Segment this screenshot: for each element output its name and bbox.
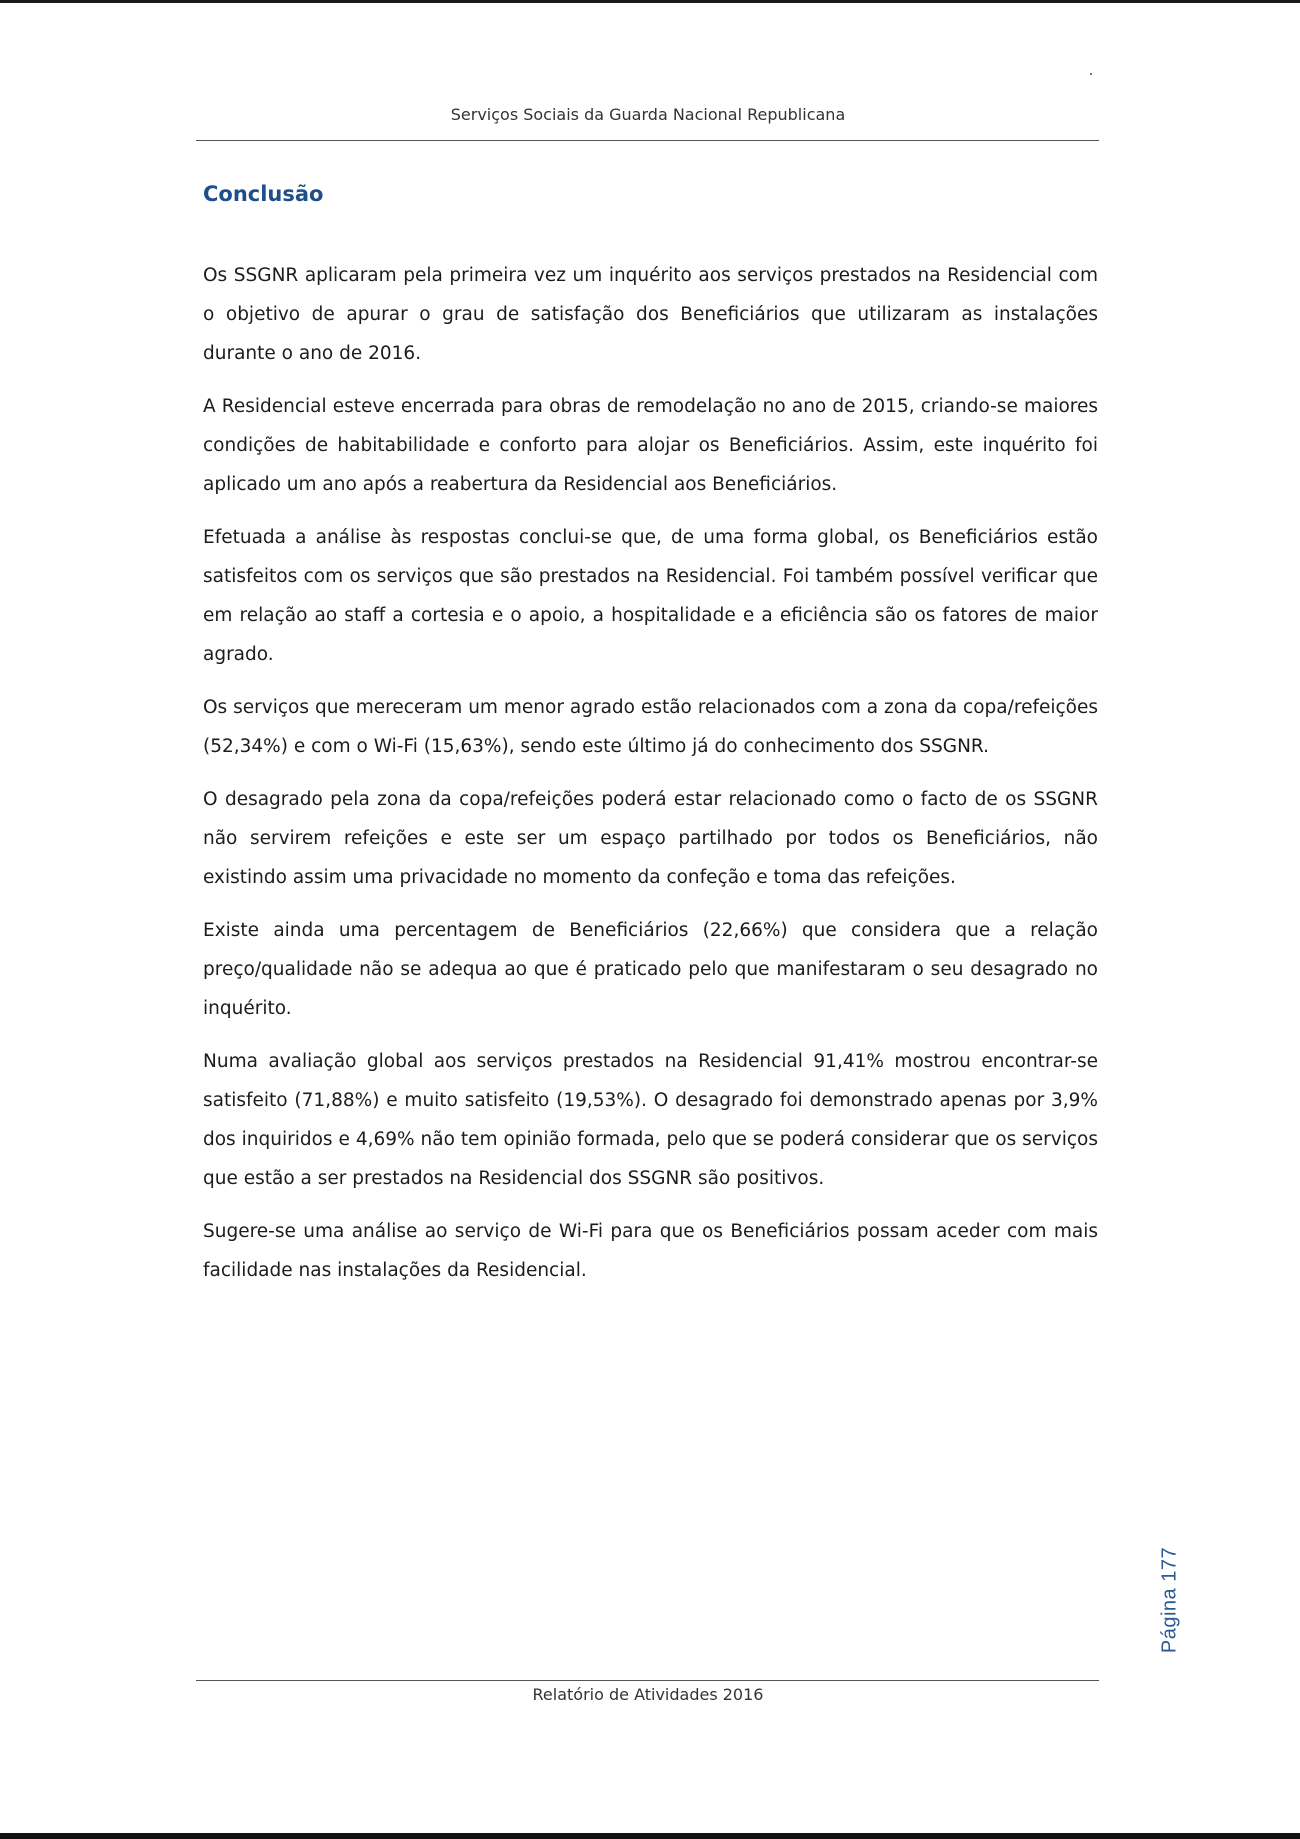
section-title: Conclusão <box>203 182 324 206</box>
page-bottom-edge <box>0 1833 1300 1839</box>
header-rule <box>196 140 1099 141</box>
page-number-label: Página 177 <box>1158 1546 1181 1654</box>
paragraph-2: A Residencial esteve encerrada para obras de remodelação no ano de 2015, criando-se maiores condições de habitabilidade e conforto para alojar os Beneficiários. Assim, este inquérito foi aplicado um ano após a reabertura da Residencial aos Beneficiários. <box>203 396 1098 495</box>
paragraph-5: O desagrado pela zona da copa/refeições poderá estar relacionado como o facto de os SSGNR não servirem refeições e este ser um espaço partilhado por todos os Beneficiários, não existindo assim uma privacidade no momento da confeção e toma das refeições. <box>203 789 1098 888</box>
page-top-edge <box>0 0 1300 3</box>
paragraph-8: Sugere-se uma análise ao serviço de Wi-Fi para que os Beneficiários possam aceder com mais facilidade nas instalações da Residencial. <box>203 1221 1098 1281</box>
paragraph-7: Numa avaliação global aos serviços prestados na Residencial 91,41% mostrou encontrar-se satisfeito (71,88%) e muito satisfeito (19,53%). O desagrado foi demonstrado apenas por 3,9% dos inquiridos e 4,69% não tem opinião formada, pelo que se poderá considerar que os serviços que estão a ser prestados na Residencial dos SSGNR são positivos. <box>203 1051 1098 1189</box>
body-text <box>203 256 1098 1304</box>
paragraph-6: Existe ainda uma percentagem de Beneficiários (22,66%) que considera que a relação preço/qualidade não se adequa ao que é praticado pelo que manifestaram o seu desagrado no inquérito. <box>203 920 1098 1019</box>
paragraph-1: Os SSGNR aplicaram pela primeira vez um inquérito aos serviços prestados na Residencial com o objetivo de apurar o grau de satisfação dos Beneficiários que utilizaram as instalações durante o ano de 2016. <box>203 265 1098 364</box>
running-header: Serviços Sociais da Guarda Nacional Republicana <box>450 105 846 124</box>
footer-rule <box>196 1680 1099 1681</box>
scan-speck <box>1090 73 1092 75</box>
running-footer: Relatório de Atividades 2016 <box>532 1685 764 1704</box>
paragraph-4: Os serviços que mereceram um menor agrado estão relacionados com a zona da copa/refeições (52,34%) e com o Wi-Fi (15,63%), sendo este último já do conhecimento dos SSGNR. <box>203 697 1098 757</box>
paragraph-3: Efetuada a análise às respostas conclui-se que, de uma forma global, os Beneficiários estão satisfeitos com os serviços que são prestados na Residencial. Foi também possível verificar que em relação ao staff a cortesia e o apoio, a hospitalidade e a eficiência são os fatores de maior agrado. <box>203 527 1098 665</box>
